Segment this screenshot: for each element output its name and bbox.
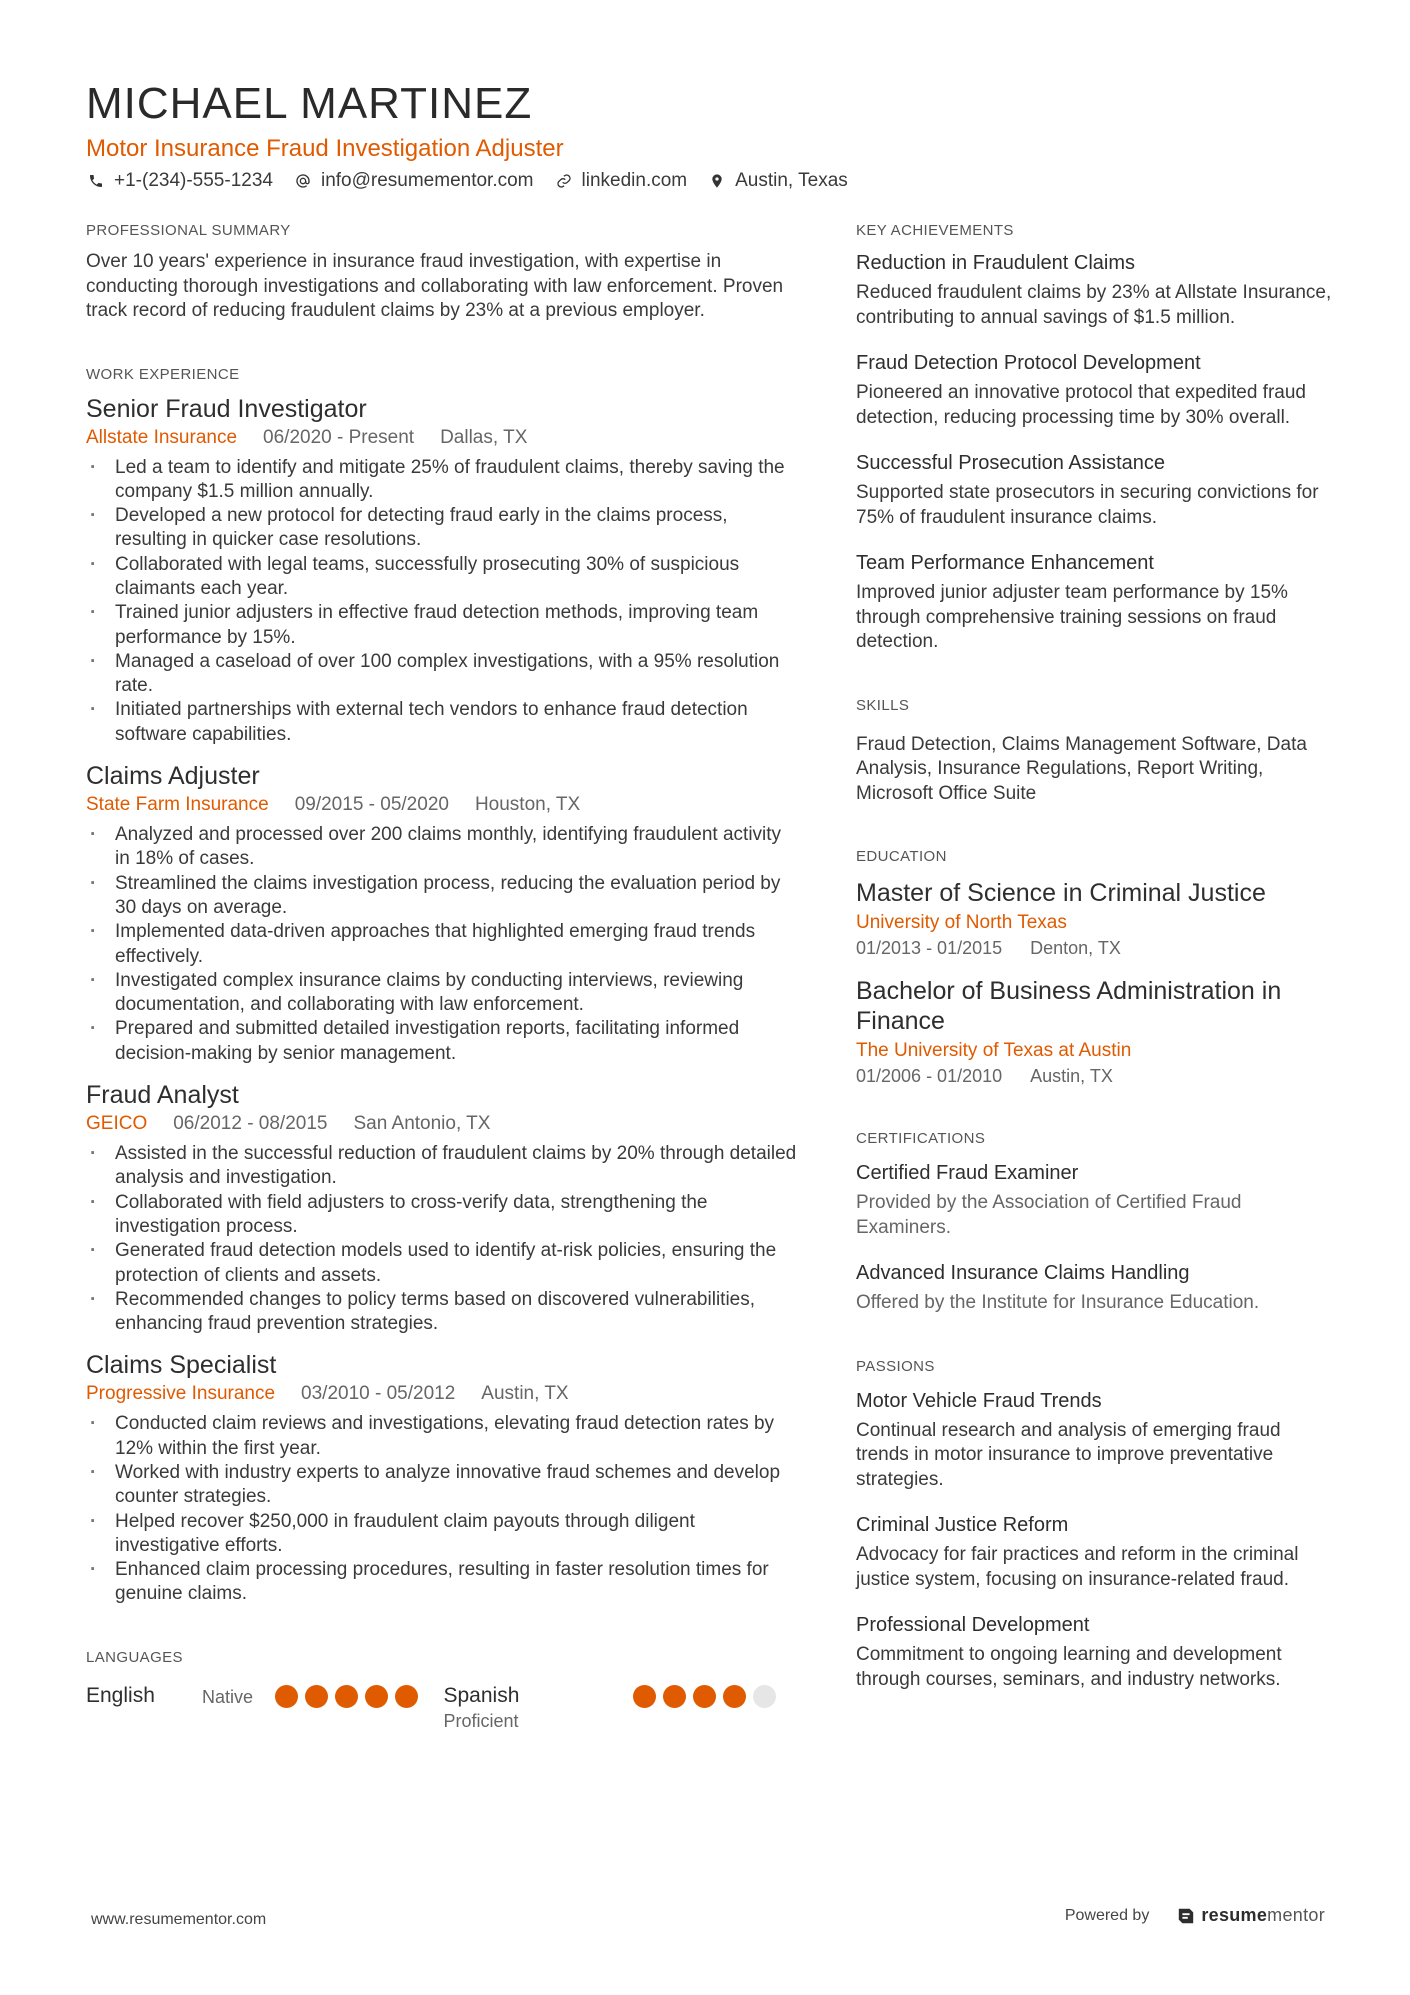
- section-heading: SKILLS: [856, 696, 910, 714]
- location-pin-icon: [707, 171, 727, 191]
- bullet-item: · Collaborated with field adjusters to cross-verify data, strengthening the investigation process.: [86, 1191, 801, 1240]
- job-company: State Farm Insurance: [86, 794, 269, 816]
- passion-title: Professional Development: [856, 1614, 1090, 1636]
- job-meta: [86, 793, 801, 817]
- footer-website[interactable]: www.resumementor.com: [91, 1911, 267, 1928]
- education-list: [856, 878, 1336, 1088]
- job-location: Dallas, TX: [440, 426, 528, 448]
- certification-desc: Offered by the Institute for Insurance Education.: [856, 1292, 1260, 1313]
- job-bullets: [86, 456, 801, 748]
- job-title: Claims Specialist: [86, 1351, 277, 1380]
- job-location: San Antonio, TX: [353, 1113, 491, 1135]
- job-bullets: [86, 823, 801, 1066]
- job-location: Houston, TX: [474, 794, 581, 816]
- linkedin-text: linkedin.com: [581, 170, 688, 191]
- rating-dot: [365, 1685, 388, 1708]
- section-heading: CERTIFICATIONS: [856, 1130, 986, 1147]
- rating-dot: [693, 1685, 716, 1708]
- education-meta: [856, 1064, 1336, 1088]
- job-company: GEICO: [86, 1113, 148, 1135]
- contact-bar: [86, 170, 1326, 192]
- language-name: Spanish: [443, 1683, 520, 1707]
- contact-linkedin[interactable]: [554, 170, 688, 192]
- bullet-item: · Implemented data-driven approaches that highlighted emerging fraud trends effectively.: [86, 920, 801, 969]
- section-heading: KEY ACHIEVEMENTS: [856, 222, 1014, 239]
- bullet-item: · Worked with industry experts to analyze innovative fraud schemes and develop counter strategies.: [86, 1461, 801, 1510]
- language-item: [86, 1683, 444, 1709]
- certification-item: [856, 1160, 1336, 1240]
- language-item: [444, 1683, 802, 1733]
- link-icon: [554, 171, 574, 191]
- certification-title: Certified Fraud Examiner: [856, 1162, 1079, 1184]
- email-text: info@resumementor.com: [320, 170, 534, 191]
- rating-dot: [663, 1685, 686, 1708]
- language-list: [86, 1683, 801, 1733]
- education-school: The University of Texas at Austin: [856, 1040, 1132, 1061]
- achievement-desc: Reduced fraudulent claims by 23% at Allstate Insurance, contributing to annual savings of $1.5 million.: [856, 282, 1332, 328]
- education-item: [856, 976, 1336, 1088]
- language-level: Proficient: [443, 1710, 519, 1731]
- rating-dot: [633, 1685, 656, 1708]
- education-location: Denton, TX: [1030, 938, 1121, 958]
- education-meta: [856, 936, 1336, 960]
- job-entry: [86, 1350, 801, 1606]
- candidate-name: MICHAEL MARTINEZ: [86, 79, 533, 128]
- education-item: [856, 878, 1336, 960]
- job-meta: [86, 1112, 801, 1136]
- education-location: Austin, TX: [1030, 1066, 1113, 1086]
- language-rating: [633, 1685, 783, 1733]
- bullet-item: · Conducted claim reviews and investigations, elevating fraud detection rates by 12% within the first year.: [86, 1412, 801, 1461]
- job-meta: [86, 426, 801, 450]
- passion-desc: Advocacy for fair practices and reform in the criminal justice system, focusing on insurance-related fraud.: [856, 1544, 1299, 1590]
- job-title: Senior Fraud Investigator: [86, 394, 367, 423]
- achievement-title: Reduction in Fraudulent Claims: [856, 252, 1136, 274]
- achievement-list: [856, 250, 1336, 655]
- passion-list: [856, 1388, 1336, 1693]
- candidate-title: Motor Insurance Fraud Investigation Adjuster: [86, 135, 564, 162]
- summary-section: [86, 220, 801, 324]
- language-text: [444, 1683, 633, 1733]
- phone-text: +1-(234)-555-1234: [114, 170, 273, 191]
- achievement-desc: Improved junior adjuster team performance by 15% through comprehensive training sessions on fraud detection.: [856, 582, 1288, 652]
- brand-logo[interactable]: [1177, 1905, 1325, 1926]
- location-text: Austin, Texas: [735, 170, 848, 191]
- rating-dot: [395, 1685, 418, 1708]
- brand-text-strong: resume: [1201, 1905, 1268, 1925]
- passion-desc: Commitment to ongoing learning and development through courses, seminars, and industry networks.: [856, 1644, 1282, 1690]
- education-degree: Bachelor of Business Administration in Finance: [856, 977, 1282, 1035]
- left-column: [86, 220, 801, 1733]
- achievement-desc: Pioneered an innovative protocol that expedited fraud detection, reducing processing time by 30% overall.: [856, 382, 1306, 428]
- phone-icon: [86, 171, 106, 191]
- passion-item: [856, 1388, 1336, 1493]
- bullet-item: · Developed a new protocol for detecting fraud early in the claims process, resulting in quicker case resolutions.: [86, 504, 801, 553]
- achievement-item: [856, 250, 1336, 330]
- rating-dot: [335, 1685, 358, 1708]
- bullet-item: · Streamlined the claims investigation process, reducing the evaluation period by 30 days on average.: [86, 872, 801, 921]
- bullet-item: · Analyzed and processed over 200 claims monthly, identifying fraudulent activity in 18% of cases.: [86, 823, 801, 872]
- achievement-item: [856, 550, 1336, 655]
- certifications-section: [856, 1128, 1336, 1316]
- job-bullets: [86, 1412, 801, 1606]
- job-entry: [86, 761, 801, 1066]
- job-title: Claims Adjuster: [86, 762, 260, 791]
- education-school: University of North Texas: [856, 912, 1067, 933]
- bullet-item: · Collaborated with legal teams, successfully prosecuting 30% of suspicious claimants each year.: [86, 553, 801, 602]
- powered-by-label: Powered by: [1064, 1906, 1150, 1924]
- rating-dot: [305, 1685, 328, 1708]
- language-level: Native: [202, 1686, 254, 1707]
- achievement-desc: Supported state prosecutors in securing convictions for 75% of fraudulent insurance claims.: [856, 482, 1319, 528]
- job-location: Austin, TX: [481, 1383, 569, 1405]
- achievement-title: Successful Prosecution Assistance: [856, 452, 1166, 474]
- education-section: [856, 846, 1336, 1088]
- right-column: [856, 220, 1336, 1692]
- certification-title: Advanced Insurance Claims Handling: [856, 1262, 1190, 1284]
- footer-branding: [1065, 1905, 1325, 1926]
- passion-item: [856, 1612, 1336, 1692]
- education-dates: 01/2006 - 01/2010: [856, 1066, 1003, 1086]
- job-company: Progressive Insurance: [86, 1383, 276, 1405]
- job-dates: 09/2015 - 05/2020: [294, 794, 449, 816]
- job-bullets: [86, 1142, 801, 1336]
- job-list: [86, 394, 801, 1607]
- certification-desc: Provided by the Association of Certified Fraud Examiners.: [856, 1192, 1242, 1238]
- job-meta: [86, 1382, 801, 1406]
- job-entry: [86, 394, 801, 748]
- job-company: Allstate Insurance: [86, 426, 238, 448]
- passion-item: [856, 1512, 1336, 1592]
- job-dates: 06/2012 - 08/2015: [173, 1113, 328, 1135]
- rating-dot: [275, 1685, 298, 1708]
- education-dates: 01/2013 - 01/2015: [856, 938, 1003, 958]
- passions-section: [856, 1356, 1336, 1693]
- passion-title: Criminal Justice Reform: [856, 1514, 1069, 1536]
- language-rating: [275, 1685, 425, 1709]
- brand-logo-icon: [1177, 1907, 1195, 1925]
- bullet-item: · Investigated complex insurance claims by conducting interviews, reviewing documentation, and collaborating with law enforcement.: [86, 969, 801, 1018]
- section-heading: PROFESSIONAL SUMMARY: [86, 222, 291, 239]
- skills-text: Fraud Detection, Claims Management Software, Data Analysis, Insurance Regulations, Report Writing, Microsoft Office Suite: [856, 733, 1307, 804]
- bullet-item: · Helped recover $250,000 in fraudulent claim payouts through diligent investigative efforts.: [86, 1510, 801, 1559]
- achievement-title: Fraud Detection Protocol Development: [856, 352, 1201, 374]
- bullet-item: · Trained junior adjusters in effective fraud detection methods, improving team performance by 15%.: [86, 601, 801, 650]
- job-dates: 06/2020 - Present: [263, 426, 415, 448]
- certification-list: [856, 1160, 1336, 1316]
- bullet-item: · Managed a caseload of over 100 complex investigations, with a 95% resolution rate.: [86, 650, 801, 699]
- rating-dot: [723, 1685, 746, 1708]
- bullet-item: · Enhanced claim processing procedures, resulting in faster resolution times for genuine claims.: [86, 1558, 801, 1607]
- section-heading: WORK EXPERIENCE: [86, 365, 240, 383]
- contact-location: [707, 170, 848, 192]
- at-icon: [293, 171, 313, 191]
- resume-header: [86, 78, 1326, 192]
- bullet-item: · Generated fraud detection models used to identify at-risk policies, ensuring the protection of clients and assets.: [86, 1239, 801, 1288]
- section-heading: LANGUAGES: [86, 1648, 183, 1666]
- job-dates: 03/2010 - 05/2012: [301, 1383, 456, 1405]
- achievement-item: [856, 450, 1336, 530]
- bullet-item: · Assisted in the successful reduction of fraudulent claims by 20% through detailed analysis and investigation.: [86, 1142, 801, 1191]
- section-heading: PASSIONS: [856, 1357, 935, 1375]
- summary-text: Over 10 years' experience in insurance fraud investigation, with expertise in conducting thorough investigations and collaborating with law enforcement. Proven track record of reducing fraudulent claims by 23% at a previous employer.: [86, 251, 784, 321]
- bullet-item: · Prepared and submitted detailed investigation reports, facilitating informed decision-making by senior management.: [86, 1017, 801, 1066]
- rating-dot: [753, 1685, 776, 1708]
- contact-email[interactable]: [293, 170, 534, 192]
- bullet-item: · Led a team to identify and mitigate 25% of fraudulent claims, thereby saving the company $1.5 million annually.: [86, 456, 801, 505]
- achievement-title: Team Performance Enhancement: [856, 552, 1154, 574]
- section-heading: EDUCATION: [856, 848, 947, 865]
- bullet-item: · Initiated partnerships with external tech vendors to enhance fraud detection software capabilities.: [86, 698, 801, 747]
- achievement-item: [856, 350, 1336, 430]
- job-title: Fraud Analyst: [86, 1081, 239, 1110]
- achievements-section: [856, 220, 1336, 655]
- passion-title: Motor Vehicle Fraud Trends: [856, 1389, 1102, 1412]
- languages-section: [86, 1647, 801, 1733]
- bullet-item: · Recommended changes to policy terms based on discovered vulnerabilities, enhancing fraud prevention strategies.: [86, 1288, 801, 1337]
- contact-phone: [86, 170, 273, 192]
- job-entry: [86, 1080, 801, 1336]
- experience-section: [86, 364, 801, 1607]
- passion-desc: Continual research and analysis of emerging fraud trends in motor insurance to improve preventative strategies.: [856, 1419, 1281, 1490]
- skills-section: [856, 695, 1336, 807]
- language-name: English: [86, 1683, 155, 1707]
- certification-item: [856, 1260, 1336, 1316]
- brand-text-rest: mentor: [1267, 1905, 1325, 1925]
- education-degree: Master of Science in Criminal Justice: [856, 879, 1266, 907]
